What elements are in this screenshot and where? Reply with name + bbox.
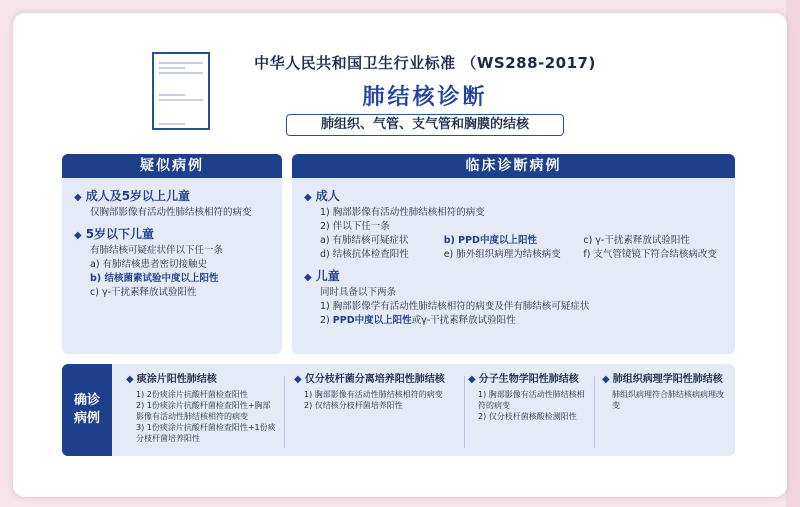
standard-name: 中华人民共和国卫生行业标准 （WS288-2017) [254,54,596,72]
confirmed-case-label: 确诊病例 [62,364,112,456]
clinical-case-panel [292,154,735,354]
column-title: 痰涂片阳性肺结核 [136,374,217,385]
list-item: 3) 1份痰涂片抗酸杆菌检查阳性+1份痰分枝杆菌培养阳性 [136,423,276,443]
clinical-child-item-1: 1) 胸部影像学有活动性肺结核相符的病变及伴有肺结核可疑症状 [320,301,590,312]
confirmed-column-culture [294,374,459,411]
list-item: 1) 胸部影像有活动性肺结核相符的病变 [478,390,585,410]
clinical-adult-item-1: 1) 胸部影像有活动性肺结核相符的病变 [320,207,485,218]
criterion-e: e) 肺外组织病理为结核病变 [443,249,561,260]
clinical-adult-item-2: 2) 伴以下任一条 [320,221,390,232]
list-item: 1) 胸部影像有活动性肺结核相符的病变 [304,390,443,399]
diamond-bullet-icon: ◆ [74,230,82,241]
confirmed-column-molecular [468,374,588,422]
clinical-child-heading: ◆ 儿童 [304,269,340,283]
suspected-case-title: 疑似病例 [62,154,282,178]
window-edge [786,0,800,507]
column-title: 分子生物学阳性肺结核 [478,374,579,385]
list-item: 2) 1份痰涂片抗酸杆菌检查阳性+胸部影像有活动性肺结核相符的病变 [136,401,271,421]
adult-criteria: 仅胸部影像有活动性肺结核相符的病变 [90,207,252,218]
column-divider [594,376,595,448]
clinical-criteria-row-2 [304,248,723,262]
diamond-bullet-icon: ◆ [468,374,476,385]
list-item: 肺组织病理符合肺结核病病理改变 [612,390,724,410]
clinical-adult-heading: ◆ 成人 [304,189,340,203]
page-subtitle: 肺组织、气管、支气管和胸膜的结核 [286,114,564,136]
page-title: 肺结核诊断 [362,85,488,110]
criterion-f: f) 支气管镜镜下符合结核病改变 [583,249,717,260]
diamond-bullet-icon: ◆ [304,192,312,203]
confirmed-column-pathology [602,374,730,411]
diamond-bullet-icon: ◆ [304,272,312,283]
adult-heading: ◆ 成人及5岁以上儿童 [74,189,191,203]
list-item: 1) 2份痰涂片抗酸杆菌检查阳性 [136,390,248,399]
column-divider [464,376,465,448]
list-item: 2) 仅分枝杆菌核酸检测阳性 [478,412,577,421]
list-item: 2) 仅结核分枝杆菌培养阳性 [304,401,403,410]
diamond-bullet-icon: ◆ [294,374,302,385]
child-criterion-b: b) 结核菌素试验中度以上阳性 [90,273,219,284]
confirmed-column-smear [126,374,276,444]
column-title: 肺组织病理学阳性肺结核 [612,374,723,385]
child-criterion-a: a) 有肺结核患者密切接触史 [90,259,208,270]
confirmed-case-panel [62,364,735,456]
child-intro: 有肺结核可疑症状伴以下任一条 [90,245,224,256]
child-heading: ◆ 5岁以下儿童 [74,227,155,241]
child-criterion-c: c) γ-干扰素释放试验阳性 [90,287,197,298]
column-title: 仅分枝杆菌分离培养阳性肺结核 [304,374,445,385]
diamond-bullet-icon: ◆ [602,374,610,385]
column-divider [284,376,285,448]
clinical-case-title: 临床诊断病例 [292,154,735,178]
diamond-bullet-icon: ◆ [74,192,82,203]
clinical-criteria-row-1 [304,234,723,248]
criterion-d: d) 结核抗体检查阳性 [320,249,409,260]
standard-document-thumbnail [152,52,210,130]
clinical-child-item-2: 2) PPD中度以上阳性或γ-干扰素释放试验阳性 [320,315,516,326]
clinical-child-intro: 同时具备以下两条 [320,287,397,298]
suspected-case-panel [62,154,282,354]
criterion-c: c) γ-干扰素释放试验阳性 [583,235,690,246]
criterion-a: a) 有肺结核可疑症状 [320,235,409,246]
diamond-bullet-icon: ◆ [126,374,134,385]
criterion-b: b) PPD中度以上阳性 [443,235,537,246]
